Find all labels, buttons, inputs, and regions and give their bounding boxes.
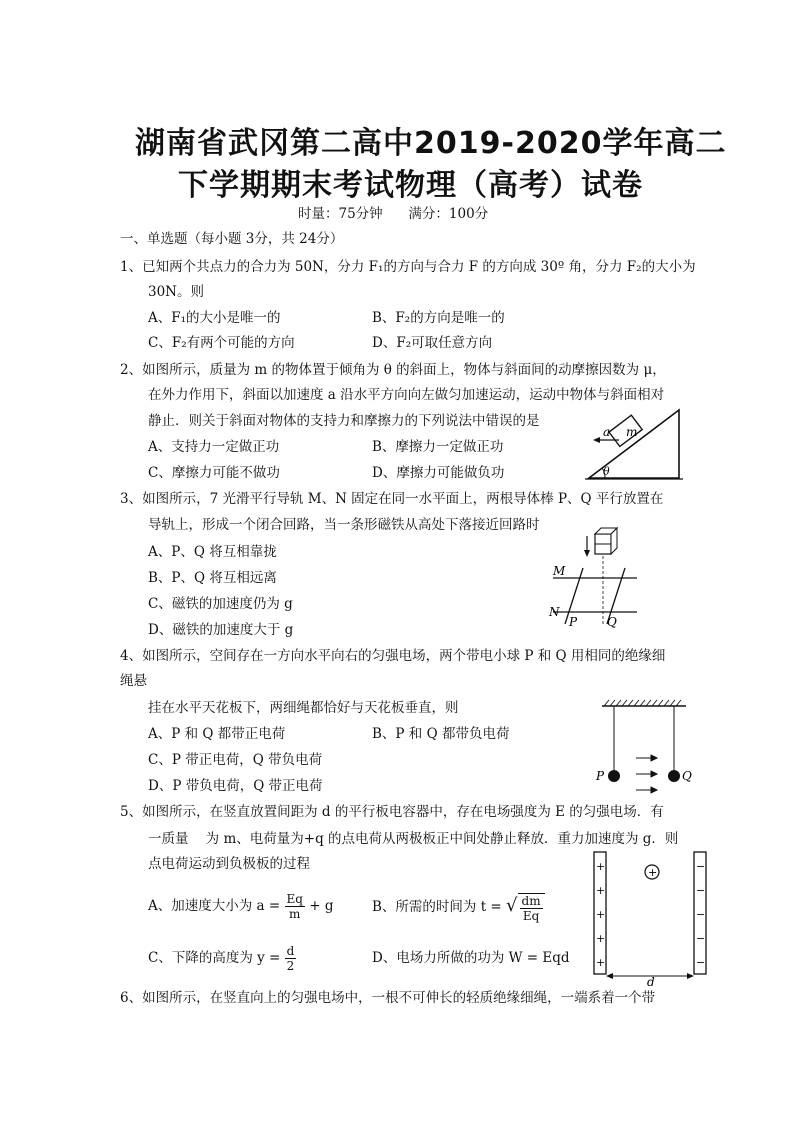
label-M: M bbox=[553, 564, 566, 578]
label-P: P bbox=[596, 769, 605, 783]
svg-text:−: − bbox=[696, 860, 706, 873]
q4-option-b: B、P 和 Q 都带负电荷 bbox=[372, 726, 510, 742]
q5-stem-line3: 点电荷运动到负极板的过程 bbox=[148, 856, 310, 872]
ball-Q bbox=[668, 770, 680, 782]
svg-text:−: − bbox=[696, 932, 706, 945]
q3-option-d: D、磁铁的加速度大于 g bbox=[148, 622, 294, 638]
q1-option-c: C、F₂有两个可能的方向 bbox=[148, 335, 295, 351]
q2-option-b: B、摩擦力一定做正功 bbox=[372, 439, 504, 455]
svg-text:−: − bbox=[696, 908, 706, 921]
q1-stem-line2: 30N。则 bbox=[148, 284, 204, 300]
q3-option-c: C、磁铁的加速度仍为 g bbox=[148, 596, 293, 612]
q3-stem-line1: 3、如图所示，7 光滑平行导轨 M、N 固定在同一水平面上，两根导体棒 P、Q 平行放置在 bbox=[120, 491, 664, 507]
q1-stem-line1: 1、已知两个共点力的合力为 50N，分力 F₁的方向与合力 F 的方向成 30º 角，分力 F₂的大小为 bbox=[120, 259, 696, 275]
svg-text:−: − bbox=[696, 956, 706, 969]
q2-stem-line2: 在外力作用下，斜面以加速度 a 沿水平方向向左做匀加速运动，运动中物体与斜面相对 bbox=[148, 387, 665, 403]
q5-option-d: D、电场力所做的功为 W = Eqd bbox=[372, 950, 570, 966]
section-heading: 一、单选题（每小题 3分，共 24分） bbox=[120, 231, 344, 247]
q5-option-c: C、下降的高度为 y = $\frac{d}{2}$ bbox=[148, 944, 295, 973]
q5-option-a: A、加速度大小为 a = $\frac{Eq}{m}$ + g bbox=[148, 892, 334, 921]
svg-text:+: + bbox=[596, 956, 606, 969]
label-N: N bbox=[549, 605, 560, 619]
pendulum-figure bbox=[592, 698, 692, 798]
exam-info: 时量：75分钟 满分：100分 bbox=[298, 206, 489, 222]
q2-option-d: D、摩擦力可能做负功 bbox=[372, 465, 505, 481]
theta-label: θ bbox=[603, 465, 610, 478]
q3-option-b: B、P、Q 将互相远离 bbox=[148, 570, 277, 586]
q5-stem-line1: 5、如图所示，在竖直放置间距为 d 的平行板电容器中，存在电场强度为 E 的匀强电场．有 bbox=[120, 804, 664, 820]
q4-option-d: D、P 带负电荷，Q 带正电荷 bbox=[148, 778, 323, 794]
q5-stem-line2: 一质量 为 m、电荷量为+q 的点电荷从两极板正中间处静止释放．重力加速度为 g．则 bbox=[148, 831, 679, 847]
q4-option-c: C、P 带正电荷，Q 带负电荷 bbox=[148, 752, 323, 768]
q4-stem-line2: 绳悬 bbox=[120, 673, 147, 689]
page-title-line1: 湖南省武冈第二高中2019-2020学年高二 bbox=[135, 126, 727, 161]
q4-option-a: A、P 和 Q 都带正电荷 bbox=[148, 726, 286, 742]
q3-stem-line2: 导轨上，形成一个闭合回路，当一条形磁铁从高处下落接近回路时 bbox=[148, 517, 540, 533]
block-m-label: m bbox=[626, 425, 638, 439]
q4-stem-line3: 挂在水平天花板下，两细绳都恰好与天花板垂直，则 bbox=[148, 700, 459, 716]
label-Q: Q bbox=[682, 769, 692, 783]
q6-stem-line1: 6、如图所示，在竖直向上的匀强电场中，一根不可伸长的轻质绝缘细绳，一端系着一个带 bbox=[120, 990, 656, 1006]
accel-label: a bbox=[603, 425, 611, 439]
page-title-line2: 下学期期末考试物理（高考）试卷 bbox=[178, 168, 643, 203]
svg-text:−: − bbox=[696, 884, 706, 897]
q5-option-b: B、所需的时间为 t = √ $\frac{dm}{Eq}$ bbox=[372, 886, 545, 927]
q1-option-a: A、F₁的大小是唯一的 bbox=[148, 310, 281, 326]
point-charge-sign: + bbox=[648, 866, 658, 879]
q3-option-a: A、P、Q 将互相靠拢 bbox=[148, 544, 277, 560]
svg-text:+: + bbox=[596, 932, 606, 945]
q2-stem-line3: 静止．则关于斜面对物体的支持力和摩擦力的下列说法中错误的是 bbox=[148, 413, 540, 429]
rails-magnet-figure bbox=[545, 524, 645, 634]
capacitor-figure bbox=[588, 848, 718, 988]
q2-option-a: A、支持力一定做正功 bbox=[148, 439, 280, 455]
incline-figure bbox=[585, 404, 685, 482]
q1-option-b: B、F₂的方向是唯一的 bbox=[372, 310, 505, 326]
label-P: P bbox=[569, 615, 578, 629]
accel-arrowhead bbox=[593, 437, 600, 443]
svg-text:+: + bbox=[596, 860, 606, 873]
svg-text:+: + bbox=[596, 908, 606, 921]
distance-label: d bbox=[647, 975, 655, 988]
label-Q: Q bbox=[607, 615, 617, 629]
q1-option-d: D、F₂可取任意方向 bbox=[372, 335, 493, 351]
svg-text:+: + bbox=[596, 884, 606, 897]
q2-option-c: C、摩擦力可能不做功 bbox=[148, 465, 280, 481]
q2-stem-line1: 2、如图所示，质量为 m 的物体置于倾角为 θ 的斜面上，物体与斜面间的动摩擦因数为 μ， bbox=[120, 362, 666, 378]
ball-P bbox=[608, 770, 620, 782]
q4-stem-line1: 4、如图所示，空间存在一方向水平向右的匀强电场，两个带电小球 P 和 Q 用相同的绝缘细 bbox=[120, 648, 666, 664]
